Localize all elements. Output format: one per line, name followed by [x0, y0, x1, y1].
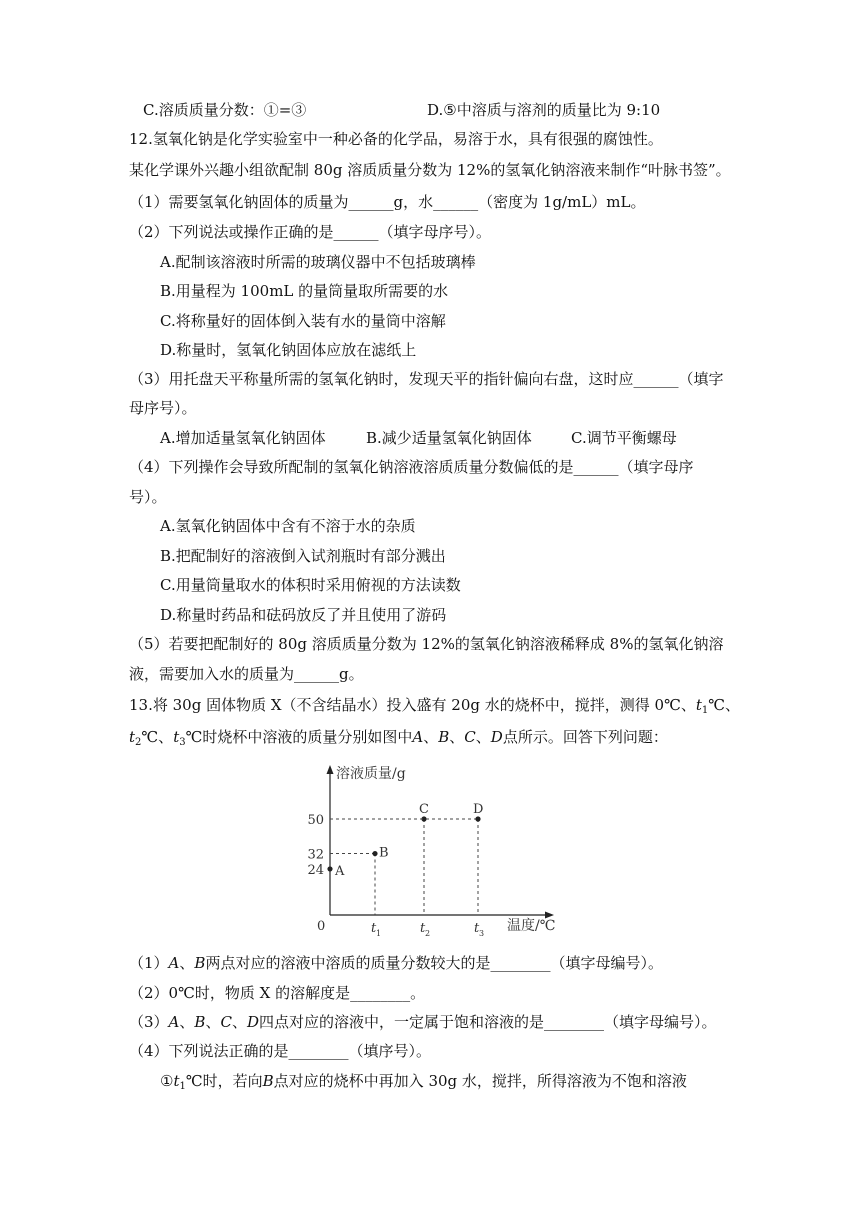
q12-part4-option: B.把配制好的溶液倒入试剂瓶时有部分溅出: [160, 547, 446, 565]
q12-part3-option: C.调节平衡螺母: [571, 429, 677, 447]
q12-part2: （2）下列说法或操作正确的是______（填字母序号）。: [129, 223, 492, 241]
q11-option-c: C.溶质质量分数：①=③: [143, 101, 307, 119]
point-a: [327, 866, 332, 871]
x-tick-label: t: [420, 921, 426, 936]
point-label-d: D: [473, 802, 484, 817]
q13-part4: （4）下列说法正确的是________（填序号）。: [129, 1042, 432, 1060]
q13-part4-option1: $①t_1℃$时，若向B点对应的烧杯中再加入 30g 水，搅拌，所得溶液为不饱和溶液: [160, 1072, 687, 1092]
q12-part3-option: A.增加适量氢氧化钠固体: [160, 429, 326, 447]
q13-intro-line2: $t_2℃$、$t_3℃$时烧杯中溶液的质量分别如图中A、B、C、D点所示。回答下列问题：: [129, 728, 668, 748]
q12-intro: 12.氢氧化钠是化学实验室中一种必备的化学品，易溶于水，具有很强的腐蚀性。: [129, 130, 663, 148]
q12-part3-cont: 母序号）。: [129, 399, 197, 417]
point-label-b: B: [379, 845, 389, 861]
y-tick-label: 50: [307, 813, 324, 828]
q12-part4-option: D.称量时药品和砝码放反了并且使用了游码: [160, 606, 447, 624]
point-d: [475, 816, 480, 821]
q12-part2-option: C.将称量好的固体倒入装有水的量筒中溶解: [160, 312, 446, 330]
q12-context: 某化学课外兴趣小组欲配制 80g 溶质质量分数为 12%的氢氧化钠溶液来制作“叶脉书签”。: [129, 161, 731, 179]
q12-part5-cont: 液，需要加入水的质量为______g。: [129, 665, 364, 683]
point-label-a: A: [335, 863, 345, 879]
q12-part5: （5）若要把配制好的 80g 溶质质量分数为 12%的氢氧化钠溶液稀释成 8%的氢氧化钠溶: [129, 635, 724, 653]
y-axis-label: 溶液质量/g: [336, 766, 406, 782]
q12-part2-option: A.配制该溶液时所需的玻璃仪器中不包括玻璃棒: [160, 253, 476, 271]
x-tick-label: t: [371, 921, 377, 936]
q12-part2-option: D.称量时，氢氧化钠固体应放在滤纸上: [160, 341, 417, 359]
origin-label: 0: [317, 919, 326, 934]
x-tick-subscript: 2: [425, 929, 431, 938]
q12-part4-cont: 号）。: [129, 488, 167, 506]
q13-part2: （2）0℃时，物质 X 的溶解度是________。: [129, 984, 426, 1002]
q12-part3: （3）用托盘天平称量所需的氢氧化钠时，发现天平的指针偏向右盘，这时应______（填字: [129, 370, 724, 388]
q11-option-d: D.⑤中溶质与溶剂的质量比为 9:10: [427, 101, 661, 119]
q12-part4-option: A.氢氧化钠固体中含有不溶于水的杂质: [160, 517, 416, 535]
x-axis-label: 温度/℃: [507, 918, 556, 934]
q13-part3: （3）A、B、C、D四点对应的溶液中，一定属于饱和溶液的是________（填字母编号）。: [129, 1013, 717, 1031]
point-b: [372, 851, 377, 856]
solution-mass-chart: [290, 755, 570, 945]
y-axis-arrow: [327, 765, 334, 774]
q13-part1: （1）A、B两点对应的溶液中溶质的质量分数较大的是________（填字母编号）。: [129, 954, 663, 972]
x-tick-label: t: [474, 921, 480, 936]
q12-part4: （4）下列操作会导致所配制的氢氧化钠溶液溶质质量分数偏低的是______（填字母序: [129, 458, 694, 476]
q12-part4-option: C.用量筒量取水的体积时采用俯视的方法读数: [160, 576, 461, 594]
q12-part1: （1）需要氢氧化钠固体的质量为______g，水______（密度为 1g/mL）mL。: [129, 193, 646, 211]
y-tick-label: 32: [307, 847, 324, 863]
y-tick-label: 24: [307, 862, 324, 878]
point-label-c: C: [419, 802, 429, 817]
q12-part3-option: B.减少适量氢氧化钠固体: [366, 429, 532, 447]
x-tick-subscript: 1: [376, 929, 382, 938]
q13-intro-line1: 13.将 30g 固体物质 X（不含结晶水）投入盛有 20g 水的烧杯中，搅拌，测得 0℃、$t_1℃$、: [129, 696, 741, 716]
x-tick-subscript: 3: [479, 929, 485, 938]
q12-part2-option: B.用量程为 100mL 的量筒量取所需要的水: [160, 282, 449, 300]
